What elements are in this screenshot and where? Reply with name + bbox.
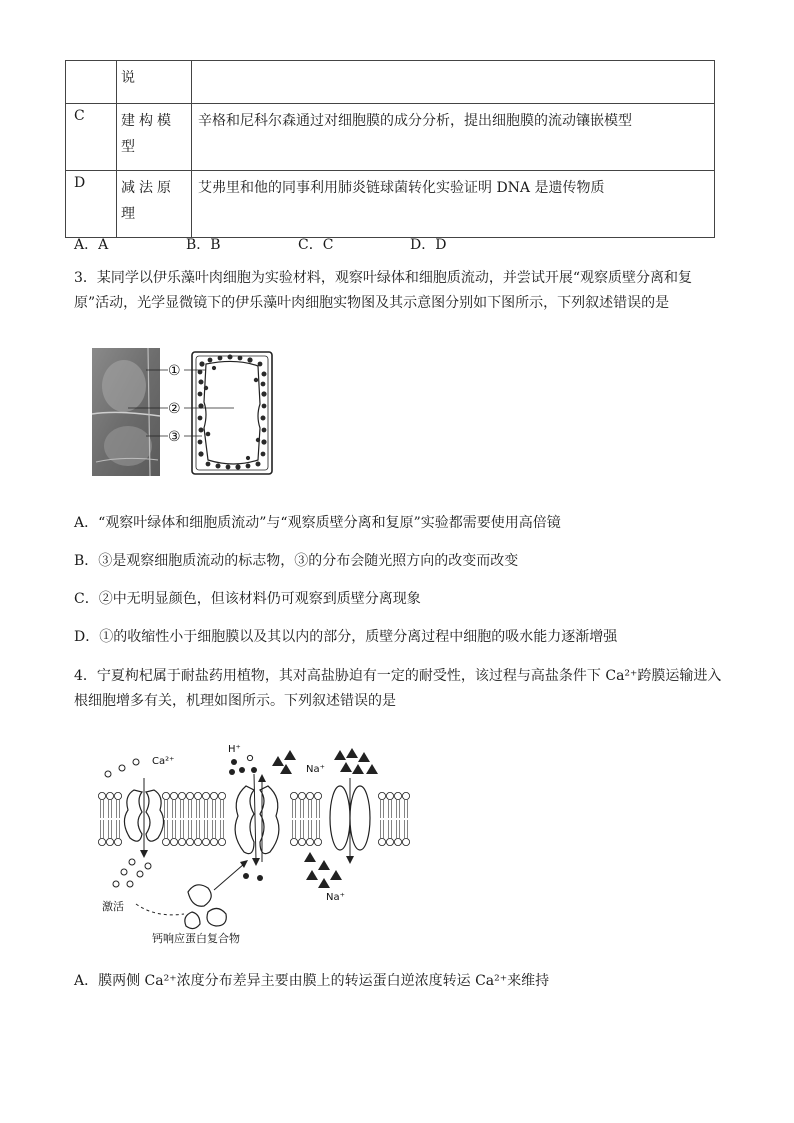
options-table [65,60,715,238]
lipid-head [98,838,105,845]
lipid-head [186,838,193,845]
lipid-head [314,792,321,799]
q4-option-a: A．膜两侧 Ca²⁺浓度分布差异主要由膜上的转运蛋白逆浓度转运 Ca²⁺来维持 [74,973,550,989]
lipid-head [106,792,113,799]
lipid-head [210,838,217,845]
ca-ions-h-side [247,755,252,760]
row-content: 辛格和尼科尔森通过对细胞膜的成分分析，提出细胞膜的流动镶嵌模型 [192,104,715,171]
table-row [66,171,715,238]
table-row [66,61,715,104]
lipid-head [202,838,209,845]
label-2: ② [168,401,181,417]
lipid-head [290,838,297,845]
row-method: 减法原理 [117,171,192,238]
micrograph-image [92,348,160,476]
lipid-head [314,838,321,845]
activate-label: 激活 [102,900,124,913]
q3-option-d: D．①的收缩性小于细胞膜以及其以内的部分，质壁分离过程中细胞的吸水能力逐渐增强 [74,629,618,645]
h-label: H⁺ [228,744,241,755]
lipid-head [402,838,409,845]
lipid-head [298,792,305,799]
ca-label: Ca²⁺ [152,756,175,767]
lipid-head [210,792,217,799]
q4-stem: 4．宁夏枸杞属于耐盐药用植物，其对高盐胁迫有一定的耐受性，该过程与高盐条件下 Ca²⁺跨膜运输进入根细胞增多有关，机理如图所示。下列叙述错误的是 [74,668,722,709]
lipid-head [194,838,201,845]
lipid-head [290,792,297,799]
cell-figure [88,344,278,480]
lipid-head [178,792,185,799]
q3-option-a: A．“观察叶绿体和细胞质流动”与“观察质壁分离和复原”实验都需要使用高倍镜 [74,515,561,531]
q3-stem: 3．某同学以伊乐藻叶肉细胞为实验材料，观察叶绿体和细胞质流动，并尝试开展“观察质壁分离和复原”活动，光学显微镜下的伊乐藻叶肉细胞实物图及其示意图分别如下图所示，下列叙述错误的是 [74,270,693,311]
lipid-head [306,838,313,845]
lipid-head [114,792,121,799]
lipid-head [378,838,385,845]
lipid-head [162,838,169,845]
answer-choice: A．A [74,237,109,253]
protein-complex [185,885,226,929]
lipid-head [378,792,385,799]
lipid-head [170,792,177,799]
answer-choice: B．B [186,237,221,253]
h-ca-transporter [235,786,279,854]
chloroplasts [198,355,267,470]
lipid-head [394,838,401,845]
lipid-head [162,792,169,799]
q3-option-c: C．②中无明显颜色，但该材料仍可观察到质壁分离现象 [74,591,421,607]
label-3: ③ [168,429,181,445]
row-letter [66,61,117,104]
lipid-head [298,838,305,845]
lipid-head [106,838,113,845]
lipid-head [386,838,393,845]
lipid-head [98,792,105,799]
complex-label: 钙响应蛋白复合物 [152,932,240,945]
membrane-figure [96,734,416,950]
table-row [66,104,715,171]
na-top-label: Na⁺ [306,764,325,775]
row-content: 艾弗里和他的同事利用肺炎链球菌转化实验证明 DNA 是遗传物质 [192,171,715,238]
row-method: 建构模型 [117,104,192,171]
lipid-head [402,792,409,799]
lipid-head [178,838,185,845]
row-content [192,61,715,104]
na-bottom-label: Na⁺ [326,892,345,903]
lipid-head [170,838,177,845]
lipid-head [394,792,401,799]
lipid-head [114,838,121,845]
lipid-head [194,792,201,799]
label-1: ① [168,363,181,379]
row-letter: C [66,104,117,171]
lipid-head [218,838,225,845]
q3-option-b: B．③是观察细胞质流动的标志物，③的分布会随光照方向的改变而改变 [74,553,519,569]
lipid-head [306,792,313,799]
row-letter: D [66,171,117,238]
answer-choice: D．D [410,237,447,253]
q2-answer-choices [74,234,522,254]
lipid-head [202,792,209,799]
lipid-head [386,792,393,799]
lipid-head [218,792,225,799]
answer-choice: C．C [298,237,334,253]
row-method: 说 [117,61,192,104]
lipid-head [186,792,193,799]
